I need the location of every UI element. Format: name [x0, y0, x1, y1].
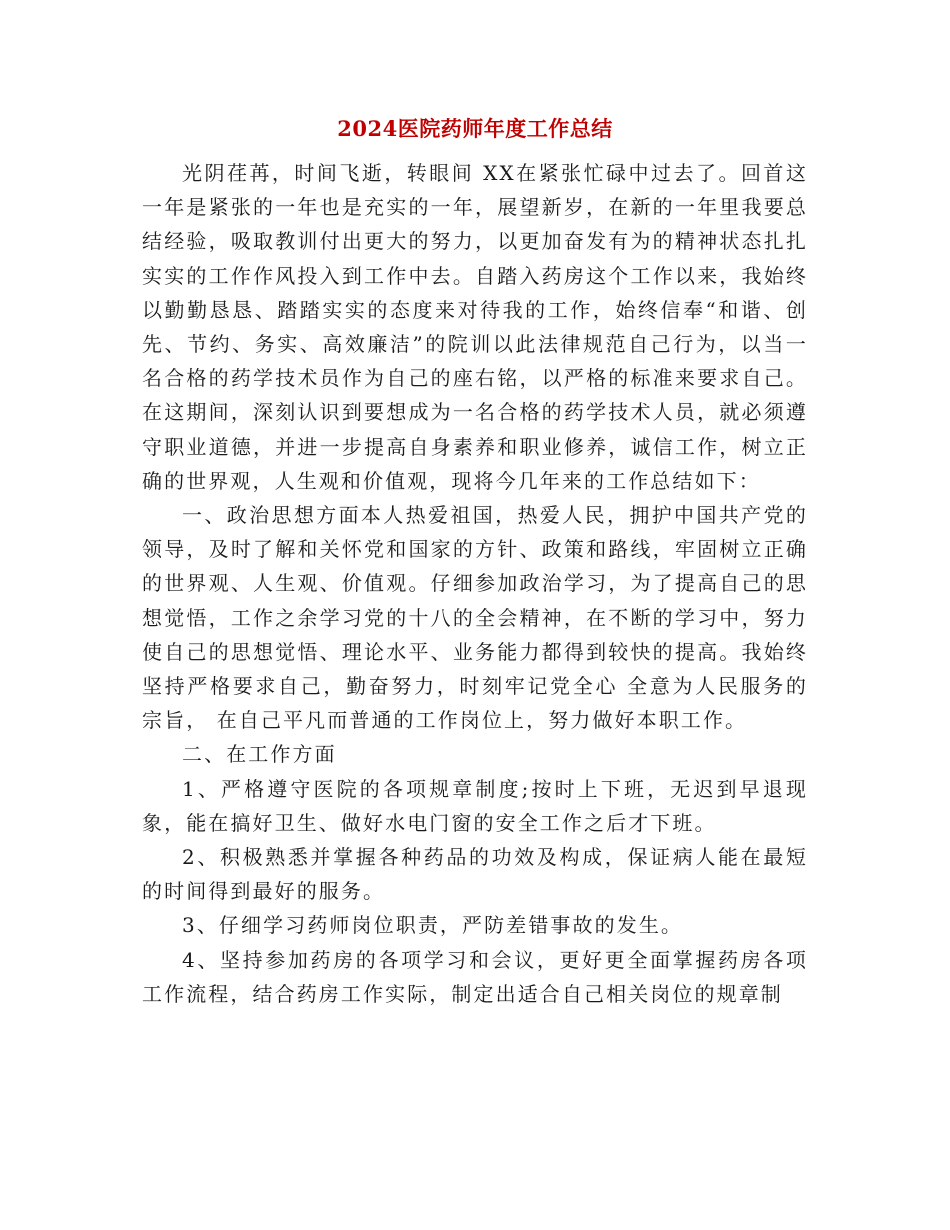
paragraph-item-3: 3、仔细学习药师岗位职责，严防差错事故的发生。	[182, 913, 684, 938]
paragraph-item-4: 4、坚持参加药房的各项学习和会议，更好更全面掌握药房各项工作流程，结合药房工作实际，制定出适合自己相关岗位的规章制	[142, 947, 808, 1006]
paragraph-work-heading: 二、在工作方面	[182, 742, 337, 767]
document-title: 2024医院药师年度工作总结	[337, 116, 613, 141]
paragraph-item-2: 2、积极熟悉并掌握各种药品的功效及构成，保证病人能在最短的时间得到最好的服务。	[142, 845, 808, 904]
paragraph-item-1: 1、严格遵守医院的各项规章制度;按时上下班，无迟到早退现象，能在搞好卫生、做好水电门窗的安全工作之后才下班。	[142, 776, 808, 835]
document-body	[142, 156, 808, 1011]
paragraph-political: 一、政治思想方面本人热爱祖国，热爱人民，拥护中国共产党的领导，及时了解和关怀党和国家的方针、政策和路线，牢固树立正确的世界观、人生观、价值观。仔细参加政治学习，为了提高自己的思想觉悟，工作之余学习党的十八的全会精神，在不断的学习中，努力使自己的思想觉悟、理论水平、业务能力都得到较快的提高。我始终坚持严格要求自己，勤奋努力，时刻牢记党全心 全意为人民服务的宗旨， 在自己平凡而普通的工作岗位上，努力做好本职工作。	[142, 503, 808, 733]
paragraph-intro: 光阴荏苒，时间飞逝，转眼间 XX在紧张忙碌中过去了。回首这一年是紧张的一年也是充实的一年，展望新岁，在新的一年里我要总结经验，吸取教训付出更大的努力，以更加奋发有为的精神状态扎扎实实的工作作风投入到工作中去。自踏入药房这个工作以来，我始终以勤勤恳恳、踏踏实实的态度来对待我的工作，始终信奉“和谐、创先、节约、务实、高效廉洁”的院训以此法律规范自己行为，以当一名合格的药学技术员作为自己的座右铭，以严格的标准来要求自己。在这期间，深刻认识到要想成为一名合格的药学技术人员，就必须遵守职业道德，并进一步提高自身素养和职业修养，诚信工作，树立正确的世界观，人生观和价值观，现将今几年来的工作总结如下：	[142, 161, 808, 493]
